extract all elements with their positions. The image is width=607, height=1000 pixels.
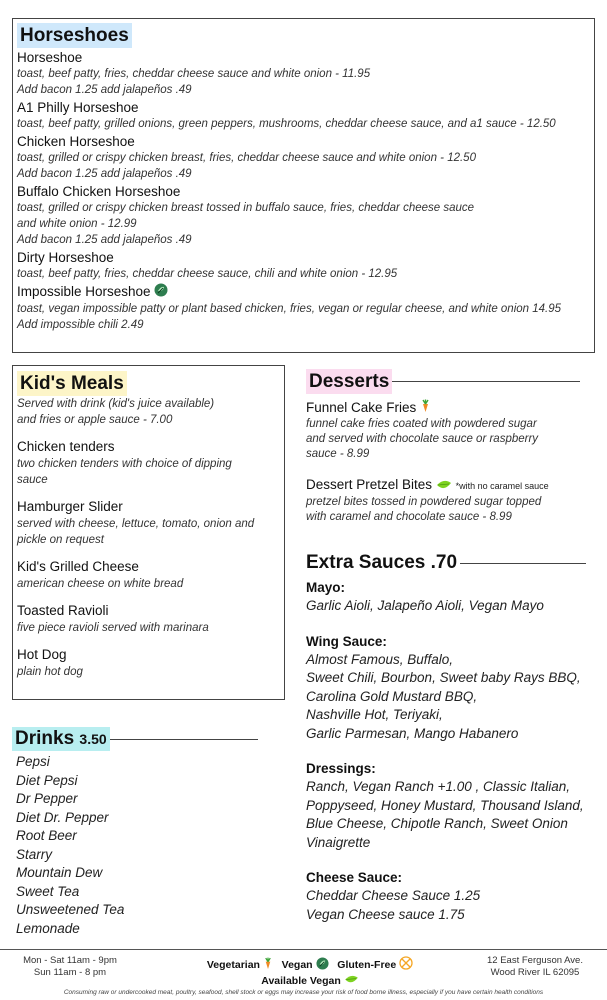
menu-item [17,558,280,592]
sauce-line: Cheddar Cheese Sauce 1.25 [306,888,481,903]
gluten-free-icon [399,956,413,974]
item-description: served with cheese, lettuce, tomato, onion and [17,518,255,530]
drink-item: Sweet Tea [16,883,80,899]
item-name: Toasted Ravioli [17,603,109,618]
item-description: and white onion - 12.99 [17,218,137,230]
menu-item [17,602,280,636]
menu-item [306,476,586,525]
sauce-label: Wing Sauce: [306,633,387,649]
drink-item: Diet Dr. Pepper [16,809,109,825]
legend-gluten-free [337,959,413,971]
vegan-leaf-badge-icon [316,957,329,974]
address-line: 12 East Ferguson Ave. [487,955,583,966]
extra-sauces-section [306,551,596,924]
address-line: Wood River IL 62095 [490,967,580,978]
item-description: sauce [17,474,48,486]
menu-item [17,133,590,182]
item-name: Impossible Horseshoe [17,284,151,299]
item-name: Kid's Grilled Cheese [17,559,139,574]
sauce-line: Garlic Aioli, Jalapeño Aioli, Vegan Mayo [306,598,544,613]
health-disclaimer: Consuming raw or undercooked meat, poultry, seafood, shell stock or eggs may increase your risk of food borne illness, especially if you have certain health conditions [63,989,544,996]
legend-row [180,956,440,974]
sauce-label: Dressings: [306,761,376,776]
item-name-row [306,476,586,495]
menu-item [17,99,590,132]
menu-item [17,498,280,548]
legend-label: Vegetarian [206,958,260,971]
drink-item: Unsweetened Tea [16,902,125,917]
drinks-title-box [12,727,110,751]
menu-item [17,49,590,98]
carrot-icon [263,957,273,974]
kids-intro [17,396,280,428]
sauce-line: Vegan Cheese sauce 1.75 [306,906,465,922]
item-name: Hot Dog [17,647,67,662]
horseshoes-title: Horseshoes [17,23,132,48]
vegan-leaf-badge-icon [154,283,168,301]
item-addon: Add bacon 1.25 add jalapeños .49 [17,234,192,246]
item-description: toast, vegan impossible patty or plant based chicken, fries, vegan or regular cheese, and white onion 14.95 [17,303,562,316]
sauce-line: Blue Cheese, Chipotle Ranch, Sweet Onion [306,816,568,831]
legend-label: Available Vegan [261,975,341,987]
heading-rule [460,563,586,564]
sauce-group-cheese [306,869,596,924]
sauce-line: Almost Famous, Buffalo, [306,651,454,667]
item-name: Dessert Pretzel Bites [306,477,433,493]
sauce-label: Mayo: [306,580,346,595]
kids-meals-title: Kid's Meals [17,371,127,396]
desserts-heading [306,369,586,394]
carrot-icon [420,399,431,417]
drinks-section [12,727,272,938]
drinks-heading [12,727,272,751]
item-description: five piece ravioli served with marinara [17,622,209,634]
item-name: Dirty Horseshoe [17,250,114,265]
sauces-title: Extra Sauces .70 [306,552,458,573]
drink-item: Pepsi [16,754,50,769]
menu-item [17,183,590,248]
item-description: toast, grilled or crispy chicken breast tossed in buffalo sauce, fries, cheddar cheese sauce [17,202,475,214]
sauce-group-wing [306,633,596,744]
sauce-line: Poppyseed, Honey Mustard, Thousand Island, [306,797,584,813]
legend-available-vegan [261,975,359,987]
item-note: *with no caramel sauce [455,481,549,492]
drink-item: Lemonade [16,920,80,936]
sauce-line: Vinaigrette [306,834,371,850]
sauce-group-mayo [306,579,596,616]
item-description: american cheese on white bread [17,578,184,590]
item-addon: Add bacon 1.25 add jalapeños .49 [17,168,192,180]
menu-item [17,646,280,680]
item-name: Chicken tenders [17,439,115,454]
drinks-list [12,753,272,938]
drink-item: Dr Pepper [16,791,78,806]
legend-vegetarian [207,959,276,971]
legend-label: Vegan [281,958,313,971]
footer [0,949,607,1000]
drink-item: Diet Pepsi [16,772,78,788]
sauce-line: Ranch, Vegan Ranch +1.00 , Classic Italian, [306,779,571,794]
item-description: funnel cake fries coated with powdered sugar [306,418,537,431]
legend-row [180,974,440,988]
item-description: pickle on request [17,534,104,546]
menu-item [17,283,590,333]
kids-meals-section [12,365,285,700]
item-name-row [306,399,586,417]
item-description: two chicken tenders with choice of dipping [17,458,232,470]
item-description: sauce - 8.99 [306,448,370,461]
heading-rule [110,739,258,740]
hours-line: Sun 11am - 8 pm [33,967,107,978]
horseshoes-section [12,18,595,353]
intro-line: and fries or apple sauce - 7.00 [17,414,173,426]
item-addon: Add impossible chili 2.49 [17,319,144,332]
item-description: pretzel bites tossed in powdered sugar topped [306,496,542,509]
green-leaf-icon [436,477,452,494]
diet-legend [180,956,440,988]
item-name: Hamburger Slider [17,499,123,514]
sauces-heading [306,551,596,575]
desserts-title: Desserts [306,369,392,394]
heading-rule [392,381,580,382]
sauce-label: Cheese Sauce: [306,870,403,885]
item-description: toast, grilled or crispy chicken breast, fries, cheddar cheese sauce and white onion - 12.50 [17,152,476,164]
drink-item: Mountain Dew [16,865,103,880]
item-name: Buffalo Chicken Horseshoe [17,184,181,199]
item-name: Horseshoe [17,50,83,65]
item-description: with caramel and chocolate sauce - 8.99 [306,511,512,524]
item-addon: Add bacon 1.25 add jalapeños .49 [17,84,192,96]
sauce-line: Garlic Parmesan, Mango Habanero [306,725,519,741]
menu-item [17,438,280,488]
drink-item: Root Beer [16,828,77,843]
item-name-row [17,283,590,301]
menu-item [17,249,590,282]
green-leaf-icon [344,974,359,988]
item-name: Funnel Cake Fries [306,400,417,415]
sauce-group-dressings [306,760,596,852]
item-name: Chicken Horseshoe [17,134,135,149]
address [470,955,600,979]
sauce-line: Sweet Chili, Bourbon, Sweet baby Rays BBQ, [306,670,581,685]
item-description: toast, beef patty, fries, cheddar cheese sauce, chili and white onion - 12.95 [17,268,398,280]
item-description: and served with chocolate sauce or raspberry [306,433,539,446]
drink-item: Starry [16,846,53,862]
drinks-title: Drinks [15,728,75,749]
hours-line: Mon - Sat 11am - 9pm [23,955,117,966]
drinks-price: 3.50 [79,731,107,747]
intro-line: Served with drink (kid's juice available) [17,398,215,410]
menu-item [306,399,586,462]
opening-hours [10,955,130,979]
item-description: plain hot dog [17,666,83,678]
desserts-section [306,369,586,525]
sauce-line: Carolina Gold Mustard BBQ, [306,688,478,704]
legend-label: Gluten-Free [337,958,397,971]
sauce-line: Nashville Hot, Teriyaki, [306,707,443,722]
legend-vegan [282,959,332,971]
item-name: A1 Philly Horseshoe [17,100,139,115]
item-description: toast, beef patty, fries, cheddar cheese sauce and white onion - 11.95 [17,68,371,80]
item-description: toast, beef patty, grilled onions, green peppers, mushrooms, cheddar cheese sauce, and a1 sauce - 12.50 [17,118,556,130]
